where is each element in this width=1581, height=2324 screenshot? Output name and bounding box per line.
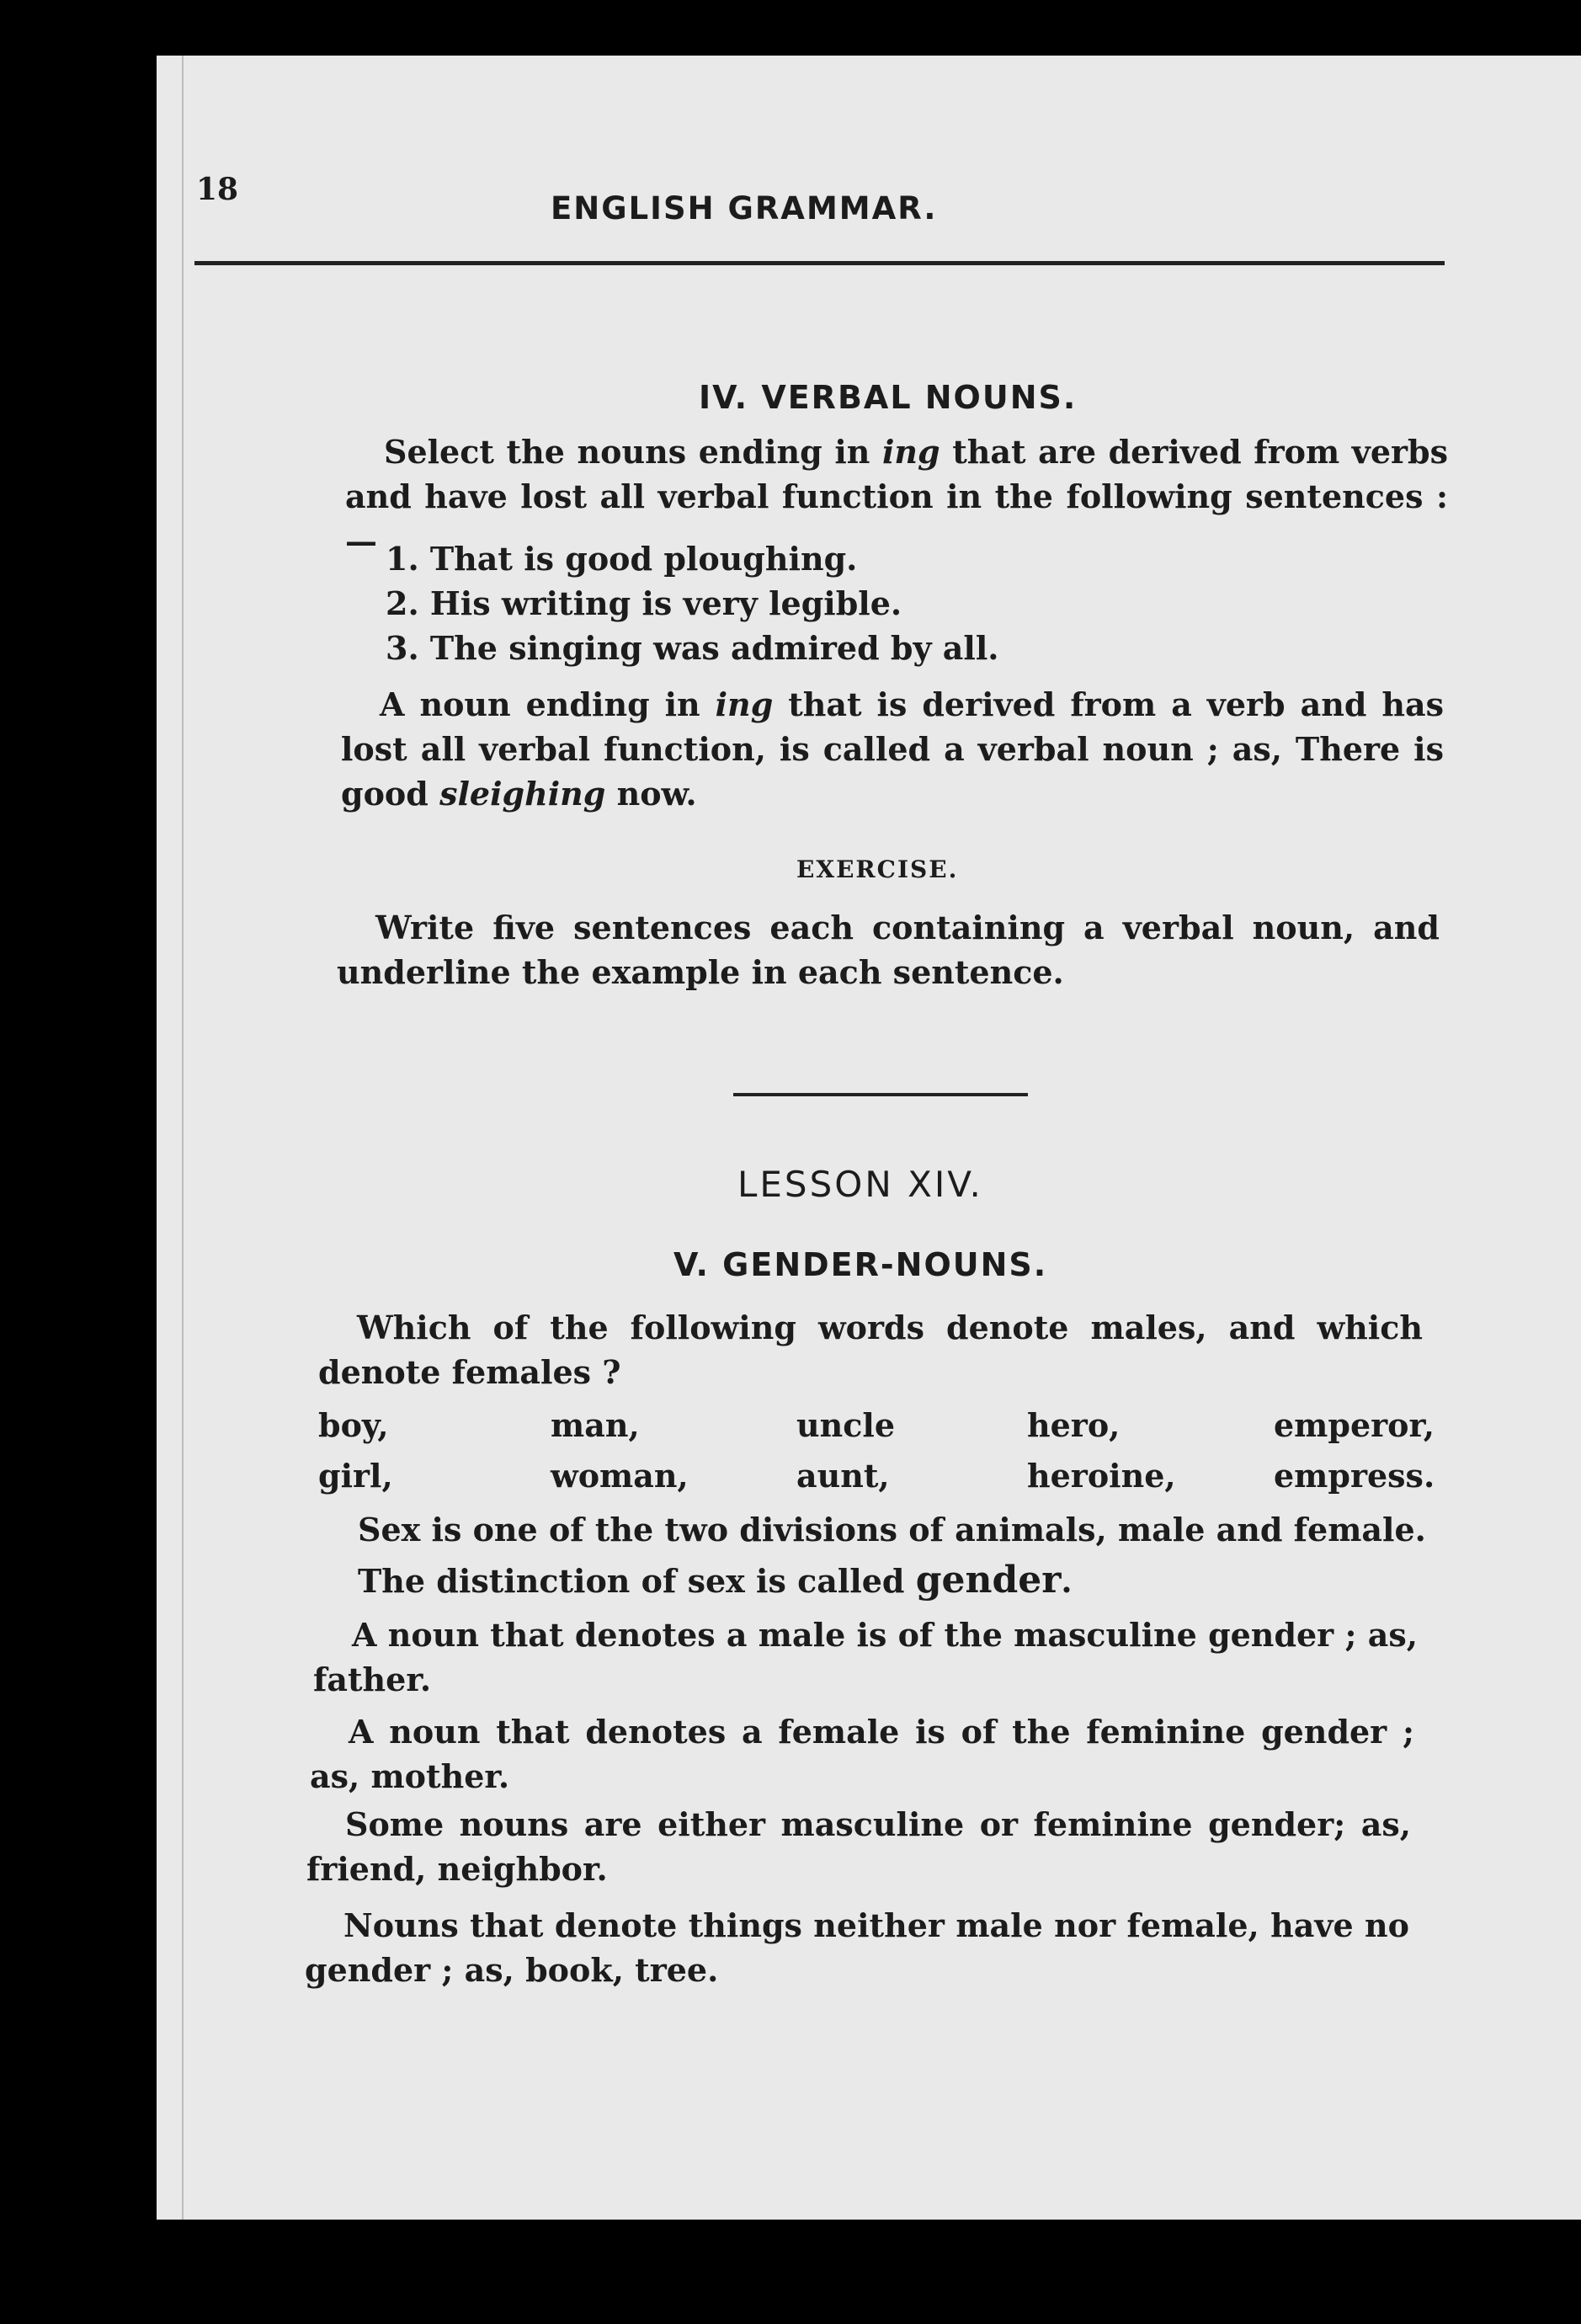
word-cell: girl, xyxy=(318,1457,393,1495)
paragraph-neuter: Nouns that denote things neither male nor female, have no gender ; as, book, tree. xyxy=(305,1906,1409,1989)
exercise-heading: EXERCISE. xyxy=(796,856,959,883)
word-table xyxy=(318,1406,1435,1507)
section-divider xyxy=(733,1093,1028,1096)
word-cell: uncle xyxy=(796,1406,896,1444)
word-cell: emperor, xyxy=(1274,1406,1435,1444)
word-cell: woman, xyxy=(551,1457,689,1495)
paragraph-masculine: A noun that denotes a male is of the masculine gender ; as, father. xyxy=(313,1616,1418,1698)
paragraph-feminine: A noun that denotes a female is of the feminine gender ; as, mother. xyxy=(310,1713,1414,1795)
paragraph-sex-definition: Sex is one of the two divisions of animals, male and female. xyxy=(358,1511,1426,1548)
paragraph-common-gender: Some nouns are either masculine or feminine gender; as, friend, neighbor. xyxy=(306,1805,1411,1888)
word-cell: empress. xyxy=(1274,1457,1435,1495)
word-row-males xyxy=(318,1406,1435,1457)
word-row-females xyxy=(318,1457,1435,1507)
section-heading-verbal-nouns: IV. VERBAL NOUNS. xyxy=(699,379,1078,416)
exercise-text: Write five sentences each containing a verbal noun, and underline the example in each sentence. xyxy=(337,909,1440,991)
header-rule xyxy=(194,261,1445,265)
word-cell: hero, xyxy=(1027,1406,1121,1444)
word-cell: man, xyxy=(551,1406,640,1444)
word-cell: heroine, xyxy=(1027,1457,1176,1495)
paragraph-gender-definition: The distinction of sex is called gender. xyxy=(358,1559,1073,1602)
page-number: 18 xyxy=(196,172,239,207)
italic-ing: ing xyxy=(881,433,940,471)
word-cell: boy, xyxy=(318,1406,389,1444)
paragraph-question: Which of the following words denote males, and which denote females ? xyxy=(318,1309,1423,1391)
list-item: 3. The singing was admired by all. xyxy=(386,629,999,667)
paragraph-verbal-noun-definition: A noun ending in ing that is derived from a verb and has lost all verbal function, is called a verbal noun ; as, There is good sleighing now. xyxy=(341,685,1445,813)
paragraph-intro: Select the nouns ending in ing that are derived from verbs and have lost all verbal function in the following sentences :— xyxy=(345,433,1448,560)
list-item: 2. His writing is very legible. xyxy=(386,584,902,622)
term-gender: gender xyxy=(915,1559,1062,1602)
lesson-title: LESSON XIV. xyxy=(737,1164,983,1205)
word-cell: aunt, xyxy=(796,1457,890,1495)
list-item: 1. That is good ploughing. xyxy=(386,540,858,578)
running-title: ENGLISH GRAMMAR. xyxy=(551,190,938,227)
section-heading-gender-nouns: V. GENDER-NOUNS. xyxy=(673,1246,1048,1283)
